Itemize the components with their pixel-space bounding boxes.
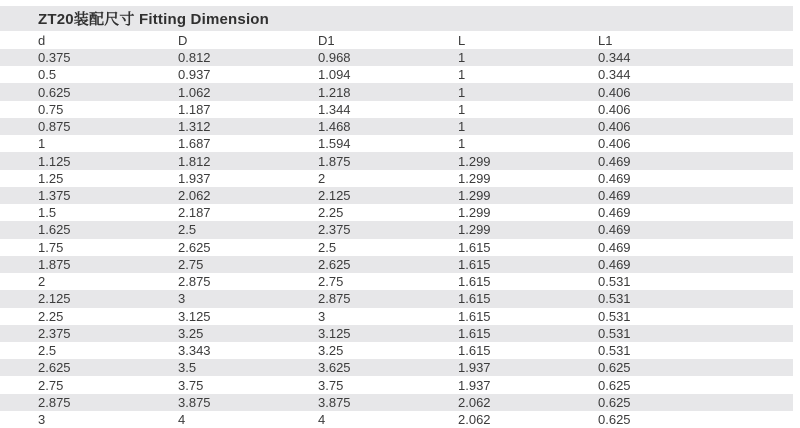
cell-d: 3 — [178, 291, 186, 307]
cell-l: 1 — [458, 101, 466, 117]
column-header-l1: L1 — [598, 32, 613, 48]
cell-d: 1.062 — [178, 84, 211, 100]
cell-l: 1.299 — [458, 153, 491, 169]
cell-d1: 1.344 — [318, 101, 351, 117]
cell-d1: 3.625 — [318, 360, 351, 376]
cell-l1: 0.625 — [598, 412, 631, 428]
column-header-d: d — [38, 32, 46, 48]
cell-d: 2.625 — [178, 239, 211, 255]
cell-l: 1.615 — [458, 308, 491, 324]
cell-d: 2 — [38, 274, 46, 290]
cell-d1: 0.968 — [318, 50, 351, 66]
table-row — [0, 308, 793, 325]
cell-d1: 1.468 — [318, 119, 351, 135]
cell-l1: 0.531 — [598, 291, 631, 307]
table-row — [0, 66, 793, 83]
cell-d: 1.625 — [38, 222, 71, 238]
table-row — [0, 221, 793, 238]
cell-d: 2.062 — [178, 187, 211, 203]
cell-l: 1.299 — [458, 170, 491, 186]
cell-d: 1.375 — [38, 187, 71, 203]
cell-d1: 1.594 — [318, 136, 351, 152]
cell-l1: 0.531 — [598, 343, 631, 359]
cell-d: 3.25 — [178, 325, 204, 341]
cell-l1: 0.469 — [598, 205, 631, 221]
cell-d: 1.937 — [178, 170, 211, 186]
table-row — [0, 376, 793, 393]
cell-d: 0.5 — [38, 67, 57, 83]
page-title: ZT20装配尺寸 Fitting Dimension — [38, 11, 270, 28]
cell-d: 0.75 — [38, 101, 64, 117]
table-row — [0, 170, 793, 187]
cell-l: 1.937 — [458, 360, 491, 376]
cell-d: 0.937 — [178, 67, 211, 83]
cell-d: 2.75 — [38, 377, 64, 393]
cell-d1: 1.218 — [318, 84, 351, 100]
cell-d: 2.25 — [38, 308, 64, 324]
table-row — [0, 118, 793, 135]
cell-d1: 2.25 — [318, 205, 344, 221]
cell-l: 1 — [458, 50, 466, 66]
table-body — [0, 49, 800, 428]
table-row — [0, 239, 793, 256]
cell-l: 1 — [458, 136, 466, 152]
cell-d1: 2.875 — [318, 291, 351, 307]
table-header-row — [0, 31, 793, 49]
table-row — [0, 256, 793, 273]
cell-l: 1.299 — [458, 187, 491, 203]
column-header-d1: D1 — [318, 32, 335, 48]
cell-d1: 3.25 — [318, 343, 344, 359]
cell-l: 1.615 — [458, 239, 491, 255]
cell-l1: 0.406 — [598, 101, 631, 117]
cell-l: 1.615 — [458, 256, 491, 272]
table-row — [0, 359, 793, 376]
cell-d: 1.687 — [178, 136, 211, 152]
column-header-l: L — [458, 32, 466, 48]
cell-d: 0.812 — [178, 50, 211, 66]
cell-l1: 0.531 — [598, 274, 631, 290]
cell-l1: 0.625 — [598, 377, 631, 393]
cell-d: 2.5 — [38, 343, 57, 359]
table-row — [0, 135, 793, 152]
cell-l: 2.062 — [458, 412, 491, 428]
cell-d: 2.125 — [38, 291, 71, 307]
cell-d1: 2.125 — [318, 187, 351, 203]
cell-l: 1.937 — [458, 377, 491, 393]
cell-l1: 0.625 — [598, 394, 631, 410]
cell-d1: 3.875 — [318, 394, 351, 410]
cell-l: 1.615 — [458, 325, 491, 341]
table-row — [0, 204, 793, 221]
cell-l1: 0.531 — [598, 325, 631, 341]
cell-l: 1.615 — [458, 291, 491, 307]
cell-l1: 0.406 — [598, 119, 631, 135]
cell-l1: 0.469 — [598, 256, 631, 272]
cell-l1: 0.469 — [598, 187, 631, 203]
table-row — [0, 152, 793, 169]
table-row — [0, 342, 793, 359]
cell-l: 2.062 — [458, 394, 491, 410]
cell-d: 3.125 — [178, 308, 211, 324]
cell-d1: 3 — [318, 308, 326, 324]
cell-l1: 0.406 — [598, 84, 631, 100]
cell-d: 3.5 — [178, 360, 197, 376]
cell-d: 1.312 — [178, 119, 211, 135]
cell-d: 4 — [178, 412, 186, 428]
cell-l: 1.615 — [458, 343, 491, 359]
cell-d: 1.812 — [178, 153, 211, 169]
cell-d: 3.75 — [178, 377, 204, 393]
cell-d1: 2.375 — [318, 222, 351, 238]
table-row — [0, 273, 793, 290]
cell-d: 2.375 — [38, 325, 71, 341]
cell-l: 1.299 — [458, 222, 491, 238]
cell-d: 3.875 — [178, 394, 211, 410]
cell-l: 1 — [458, 119, 466, 135]
cell-l1: 0.531 — [598, 308, 631, 324]
cell-d: 2.875 — [38, 394, 71, 410]
table-row — [0, 187, 793, 204]
table-row — [0, 325, 793, 342]
cell-d1: 2.625 — [318, 256, 351, 272]
cell-l1: 0.344 — [598, 67, 631, 83]
cell-d1: 2.5 — [318, 239, 337, 255]
cell-l: 1.615 — [458, 274, 491, 290]
cell-d: 1.75 — [38, 239, 64, 255]
cell-d: 0.875 — [38, 119, 71, 135]
cell-l: 1 — [458, 67, 466, 83]
cell-d: 1.875 — [38, 256, 71, 272]
cell-d: 2.187 — [178, 205, 211, 221]
cell-d: 2.875 — [178, 274, 211, 290]
cell-d1: 4 — [318, 412, 326, 428]
cell-d1: 1.875 — [318, 153, 351, 169]
cell-l: 1 — [458, 84, 466, 100]
cell-d: 2.625 — [38, 360, 71, 376]
table-row — [0, 411, 793, 428]
table-row — [0, 83, 793, 100]
cell-d: 1.187 — [178, 101, 211, 117]
cell-l: 1.299 — [458, 205, 491, 221]
cell-l1: 0.344 — [598, 50, 631, 66]
cell-d1: 2.75 — [318, 274, 344, 290]
column-header-d: D — [178, 32, 188, 48]
cell-d1: 3.75 — [318, 377, 344, 393]
cell-d: 1.5 — [38, 205, 57, 221]
table-row — [0, 49, 793, 66]
table-row — [0, 394, 793, 411]
cell-d: 2.75 — [178, 256, 204, 272]
cell-l1: 0.469 — [598, 153, 631, 169]
cell-d: 1 — [38, 136, 46, 152]
cell-l1: 0.469 — [598, 239, 631, 255]
cell-d1: 2 — [318, 170, 326, 186]
table-row — [0, 101, 793, 118]
cell-d: 2.5 — [178, 222, 197, 238]
cell-d: 1.25 — [38, 170, 64, 186]
cell-d: 0.625 — [38, 84, 71, 100]
cell-d: 3 — [38, 412, 46, 428]
cell-d1: 3.125 — [318, 325, 351, 341]
title-bar — [0, 6, 793, 31]
cell-d1: 1.094 — [318, 67, 351, 83]
cell-l1: 0.406 — [598, 136, 631, 152]
cell-l1: 0.469 — [598, 222, 631, 238]
table-row — [0, 290, 793, 307]
cell-l1: 0.469 — [598, 170, 631, 186]
cell-d: 3.343 — [178, 343, 211, 359]
cell-l1: 0.625 — [598, 360, 631, 376]
cell-d: 0.375 — [38, 50, 71, 66]
cell-d: 1.125 — [38, 153, 71, 169]
